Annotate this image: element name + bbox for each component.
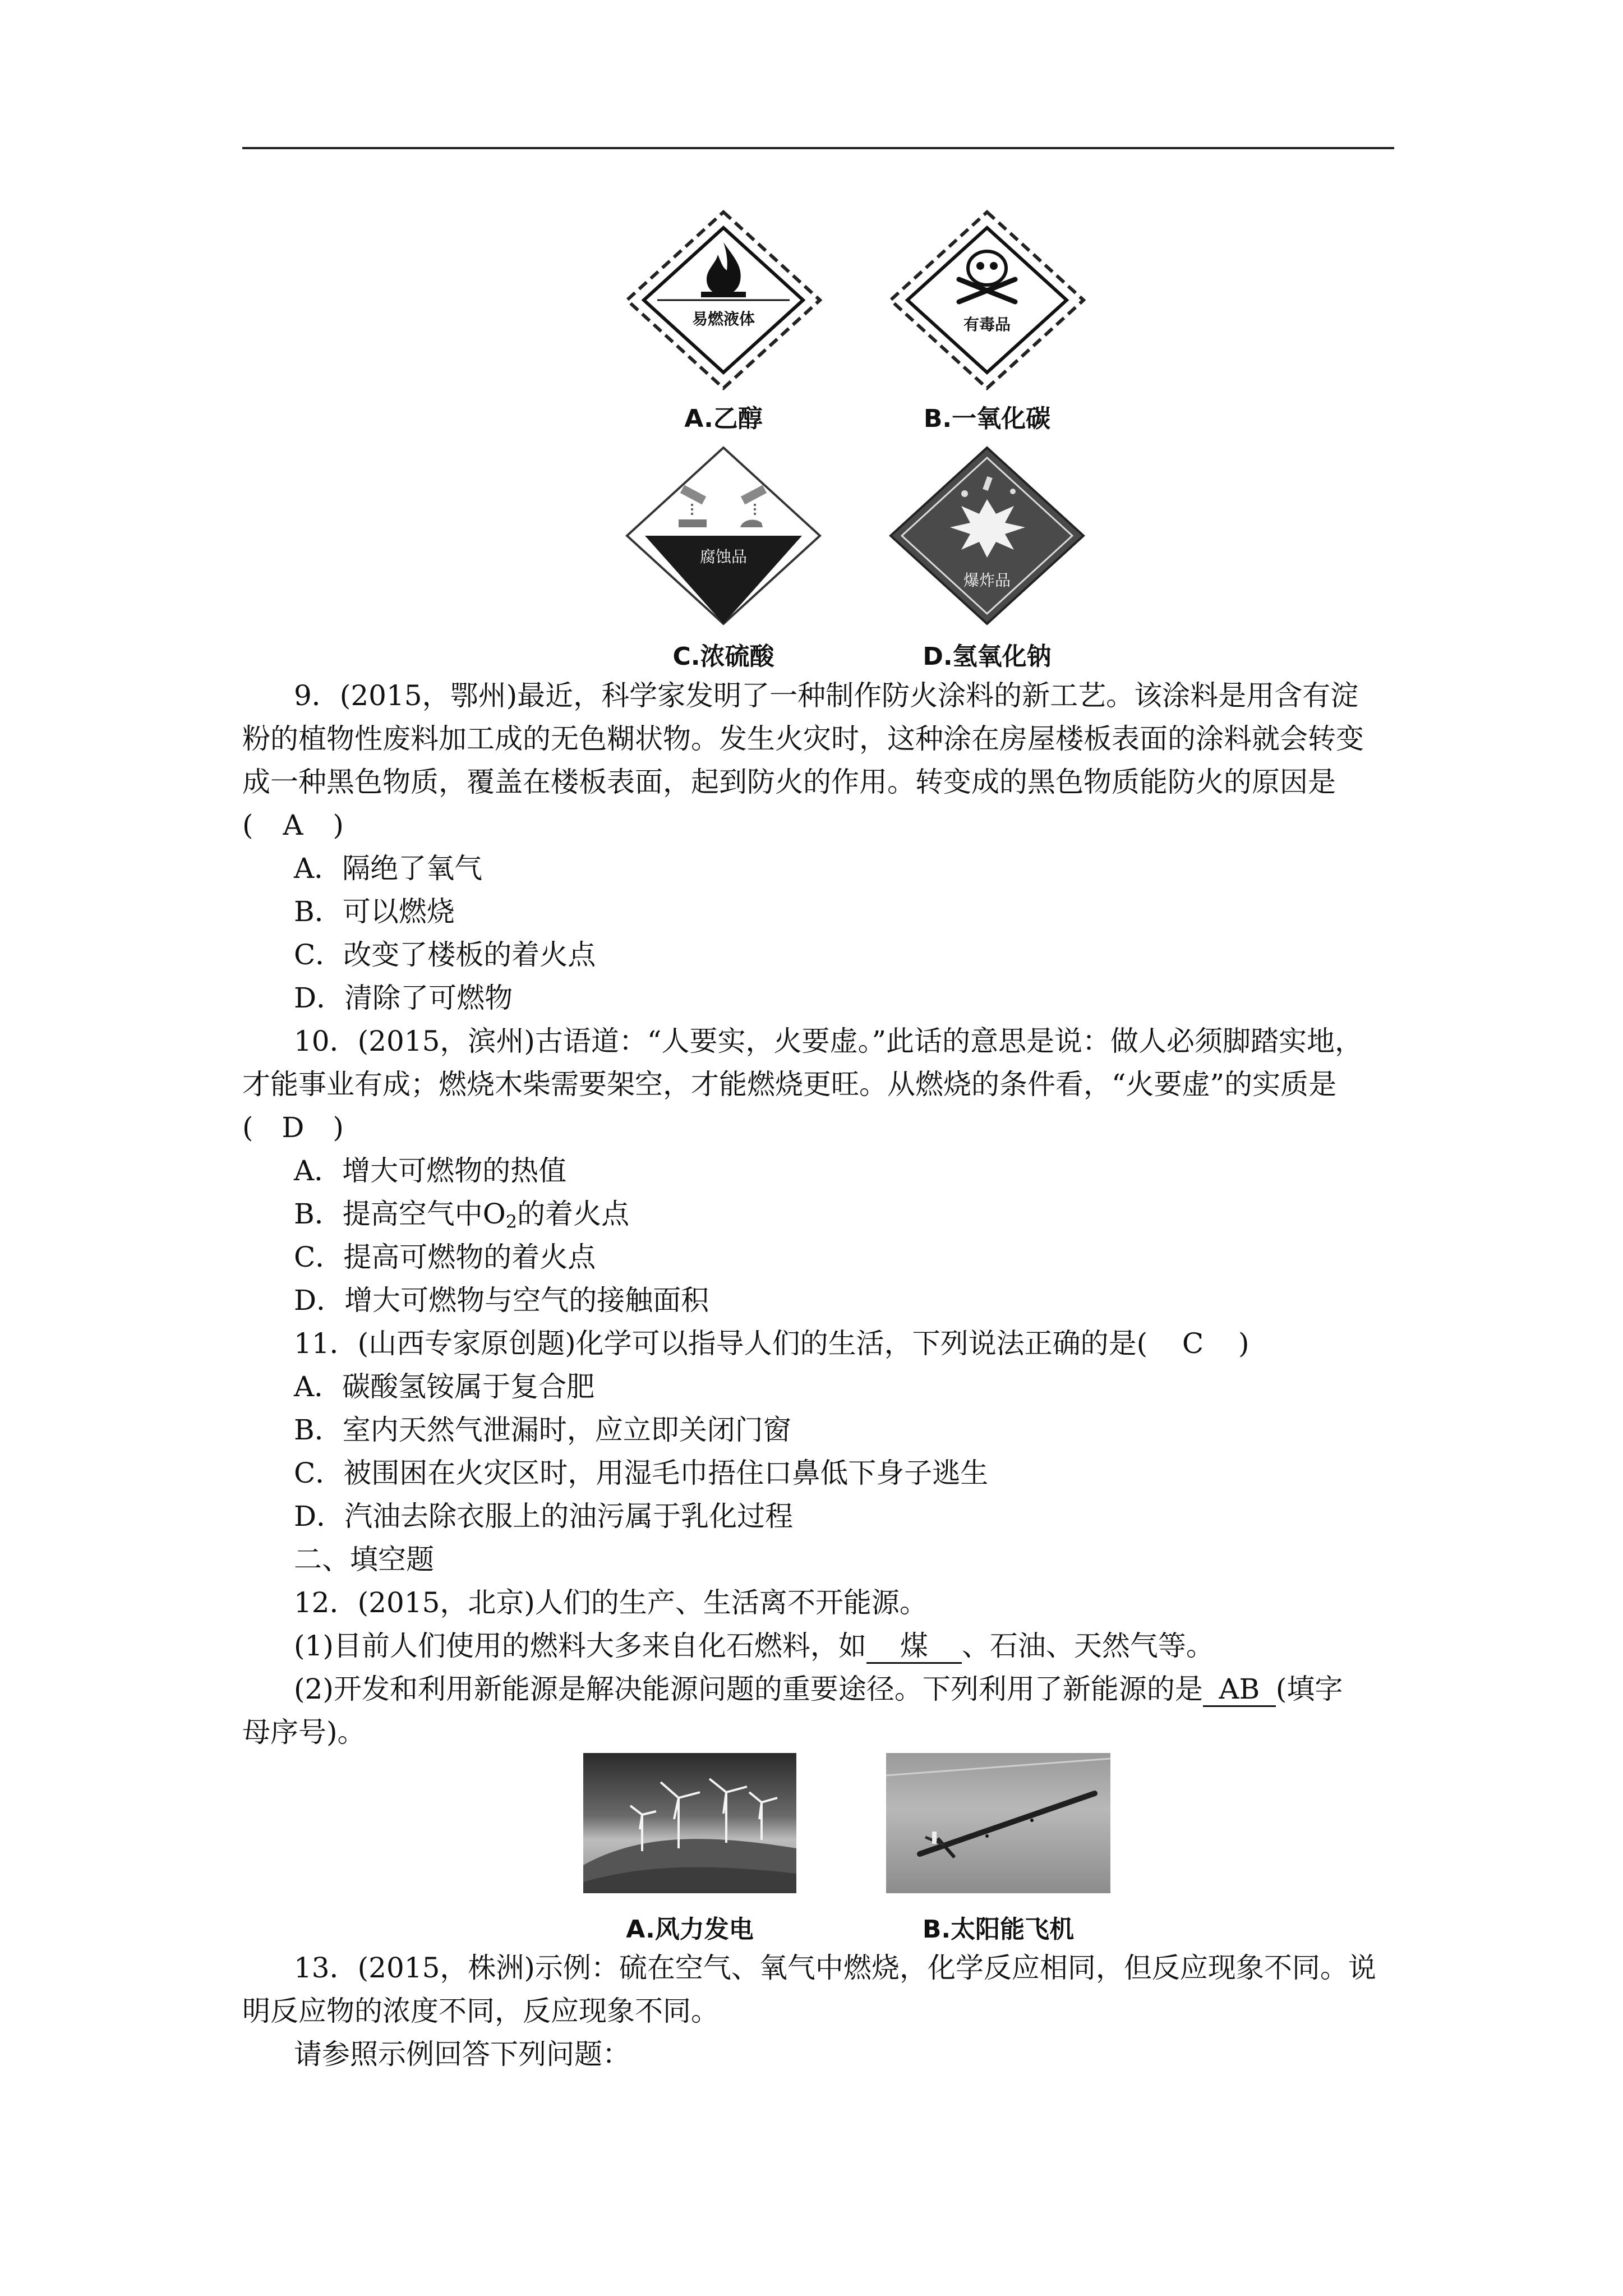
q13-line-3: 请参照示例回答下列问题： bbox=[294, 2038, 630, 2070]
sign-d-label: 爆炸品 bbox=[963, 571, 1011, 590]
q12-part-2-before: (2)开发和利用新能源是解决能源问题的重要途径。下列利用了新能源的是 bbox=[294, 1673, 1203, 1705]
sign-a-label: 易燃液体 bbox=[691, 310, 755, 328]
q12-part-1 bbox=[294, 1629, 1214, 1664]
q9-option-b: B．可以燃烧 bbox=[294, 895, 455, 928]
q11-option-b: B．室内天然气泄漏时，应立即关闭门窗 bbox=[294, 1414, 791, 1446]
toxic-sign bbox=[886, 208, 1088, 393]
q11-option-a: A．碳酸氢铵属于复合肥 bbox=[294, 1370, 595, 1403]
q10-option-b-tail: 的着火点 bbox=[517, 1198, 630, 1230]
q12-part-2-answer: AB bbox=[1203, 1673, 1276, 1707]
q10-option-b bbox=[294, 1197, 629, 1239]
q9-answer: A bbox=[283, 809, 303, 841]
q11-option-d: D．汽油去除衣服上的油污属于乳化过程 bbox=[294, 1500, 794, 1533]
corrosive-sign bbox=[623, 443, 824, 628]
photo-a-caption: A.风力发电 bbox=[626, 1915, 754, 1944]
section-heading: 二、填空题 bbox=[294, 1543, 434, 1576]
sign-b-label: 有毒品 bbox=[963, 315, 1011, 334]
q10-option-c: C．提高可燃物的着火点 bbox=[294, 1241, 596, 1273]
q9-paren-close: ) bbox=[333, 809, 344, 841]
sign-c-label: 腐蚀品 bbox=[699, 547, 748, 566]
q10-answer-line bbox=[242, 1111, 344, 1144]
q11-option-c: C．被围困在火灾区时，用湿毛巾捂住口鼻低下身子逃生 bbox=[294, 1457, 989, 1489]
wind-turbine-icon bbox=[583, 1753, 796, 1893]
q13-line-1: 13．(2015，株洲)示例：硫在空气、氧气中燃烧，化学反应相同，但反应现象不同。说 bbox=[294, 1952, 1376, 1984]
q12-part-2-after: (填字 bbox=[1275, 1673, 1343, 1705]
q12-part-2-line-2: 母序号)。 bbox=[242, 1716, 366, 1749]
solar-plane-icon bbox=[886, 1753, 1110, 1893]
q12-part-1-after: 、石油、天然气等。 bbox=[961, 1630, 1214, 1662]
q12-part-1-answer: 煤 bbox=[866, 1630, 962, 1664]
sign-a-caption: A.乙醇 bbox=[684, 404, 763, 433]
q9-answer-line bbox=[242, 808, 344, 842]
photo-b-caption: B.太阳能飞机 bbox=[922, 1915, 1075, 1944]
q10-paren-close: ) bbox=[333, 1111, 344, 1144]
q13-line-2: 明反应物的浓度不同，反应现象不同。 bbox=[242, 1995, 719, 2027]
sign-d-caption: D.氢氧化钠 bbox=[923, 642, 1052, 671]
q10-line-2: 才能事业有成；燃烧木柴需要架空，才能燃烧更旺。从燃烧的条件看，“火要虚”的实质是 bbox=[242, 1068, 1337, 1101]
sign-c-caption: C.浓硫酸 bbox=[672, 642, 774, 671]
q10-line-1: 10．(2015，滨州)古语道：“人要实，火要虚。”此话的意思是说：做人必须脚踏实地， bbox=[294, 1025, 1363, 1057]
header-rule bbox=[242, 147, 1394, 149]
q11-stem: 11．(山西专家原创题)化学可以指导人们的生活，下列说法正确的是( bbox=[294, 1327, 1148, 1360]
q9-paren-open: ( bbox=[242, 809, 253, 841]
q11-stem-line bbox=[294, 1327, 1249, 1360]
q10-option-a: A．增大可燃物的热值 bbox=[294, 1154, 567, 1187]
q10-paren-open: ( bbox=[242, 1111, 253, 1144]
sign-b-caption: B.一氧化碳 bbox=[923, 404, 1051, 433]
solar-plane-photo bbox=[886, 1753, 1110, 1893]
q10-option-b-subscript: 2 bbox=[505, 1211, 518, 1232]
q9-option-d: D．清除了可燃物 bbox=[294, 982, 513, 1014]
q11-answer: C bbox=[1182, 1327, 1204, 1360]
q12-part-1-before: (1)目前人们使用的燃料大多来自化石燃料，如 bbox=[294, 1630, 866, 1662]
q10-answer: D bbox=[282, 1111, 305, 1144]
q9-option-a: A．隔绝了氧气 bbox=[294, 852, 483, 885]
q9-line-2: 粉的植物性废料加工成的无色糊状物。发生火灾时，这种涂在房屋楼板表面的涂料就会转变 bbox=[242, 723, 1364, 755]
q11-paren-close: ) bbox=[1238, 1327, 1249, 1360]
explosive-sign bbox=[886, 443, 1088, 628]
q9-option-c: C．改变了楼板的着火点 bbox=[294, 938, 596, 971]
flammable-liquid-sign bbox=[623, 208, 824, 393]
q10-option-d: D．增大可燃物与空气的接触面积 bbox=[294, 1284, 709, 1317]
q9-line-1: 9．(2015，鄂州)最近，科学家发明了一种制作防火涂料的新工艺。该涂料是用含有淀 bbox=[294, 679, 1359, 712]
wind-power-photo bbox=[583, 1753, 796, 1893]
q10-option-b-text: B．提高空气中O bbox=[294, 1198, 506, 1230]
q9-line-3: 成一种黑色物质，覆盖在楼板表面，起到防火的作用。转变成的黑色物质能防火的原因是 bbox=[242, 766, 1336, 798]
q12-stem: 12．(2015，北京)人们的生产、生活离不开能源。 bbox=[294, 1586, 928, 1619]
q12-part-2 bbox=[294, 1672, 1343, 1707]
